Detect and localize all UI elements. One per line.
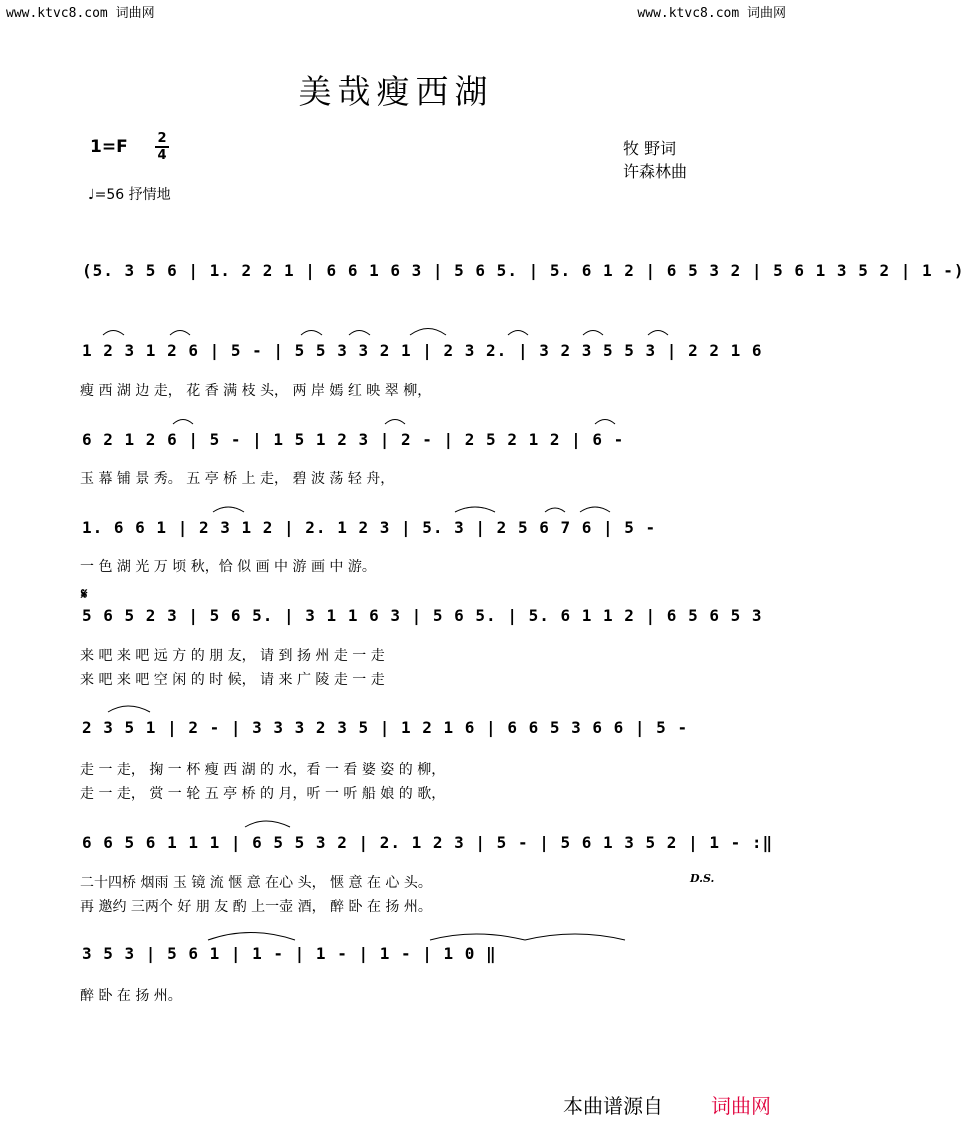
segno-sign: 𝄋 <box>81 585 88 603</box>
score-row-7-lyrics-2: 再 邀约 三两个 好 朋 友 酌 上一壶 酒， 醉 卧 在 扬 州。 <box>80 899 432 915</box>
score-row-4-lyrics-1: 一 色 湖 光 万 顷 秋，恰 似 画 中 游 画 中 游。 <box>80 559 376 575</box>
time-signature-top: 2 <box>155 131 169 148</box>
watermark-right: www.ktvc8.com 词曲网 <box>637 6 786 21</box>
composer-credit: 许森林曲 <box>623 162 688 181</box>
score-row-5-lyrics-2: 来 吧 来 吧 空 闲 的 时 候， 请 来 广 陵 走 一 走 <box>80 672 385 688</box>
score-row-5-notes: 5 6 5 2 3 | 5 6 5. | 3 1 1 6 3 | 5 6 5. | 5. 6 1 1 2 | 6 5 6 5 3 <box>82 606 763 625</box>
score-row-3-notes: 6 2 1 2 6 | 5 - | 1 5 1 2 3 | 2 - | 2 5 2 1 2 | 6 - <box>82 430 625 449</box>
score-row-7-notes: 6 6 5 6 1 1 1 | 6 5 5 3 2 | 2. 1 2 3 | 5 - | 5 6 1 3 5 2 | 1 - :‖ <box>82 833 774 852</box>
footer-site-link[interactable]: 词曲网 <box>711 1094 771 1118</box>
key-signature: 1=F <box>90 137 128 157</box>
score-row-6-notes: 2 3 5 1 | 2 - | 3 3 3 2 3 5 | 1 2 1 6 | 6 6 5 3 6 6 | 5 - <box>82 718 689 737</box>
score-row-3-lyrics-1: 玉 幕 铺 景 秀。 五 亭 桥 上 走， 碧 波 荡 轻 舟， <box>80 471 395 487</box>
score-row-1-notes: (5. 3 5 6 | 1. 2 2 1 | 6 6 1 6 3 | 5 6 5. | 5. 6 1 2 | 6 5 3 2 | 5 6 1 3 5 2 | 1 -) <box>82 261 965 280</box>
score-row-6-lyrics-2: 走 一 走， 赏 一 轮 五 亭 桥 的 月，听 一 听 船 娘 的 歌， <box>80 786 446 802</box>
score-row-2-lyrics-1: 瘦 西 湖 边 走， 花 香 满 枝 头， 两 岸 嫣 红 映 翠 柳， <box>80 383 432 399</box>
lyricist-credit: 牧 野词 <box>623 139 677 158</box>
time-signature-bottom: 4 <box>157 148 167 163</box>
watermark-left: www.ktvc8.com 词曲网 <box>6 6 155 21</box>
score-row-4-notes: 1. 6 6 1 | 2 3 1 2 | 2. 1 2 3 | 5. 3 | 2 5 6 7 6 | 5 - <box>82 518 657 537</box>
score-row-8-lyrics-1: 醉 卧 在 扬 州。 <box>80 988 182 1004</box>
page-title: 美哉瘦西湖 <box>298 72 494 111</box>
score-row-6-lyrics-1: 走 一 走， 掬 一 杯 瘦 西 湖 的 水，看 一 看 婆 姿 的 柳， <box>80 762 446 778</box>
dal-segno-marking: D.S. <box>690 872 715 885</box>
footer-source-text: 本曲谱源自 <box>563 1094 663 1118</box>
score-row-5-lyrics-1: 来 吧 来 吧 远 方 的 朋 友， 请 到 扬 州 走 一 走 <box>80 648 385 664</box>
tempo-marking: ♩=56 抒情地 <box>88 187 171 203</box>
score-row-8-notes: 3 5 3 | 5 6 1 | 1 - | 1 - | 1 - | 1 0 ‖ <box>82 944 497 963</box>
score-row-7-lyrics-1: 二十四桥 烟雨 玉 镜 流 惬 意 在心 头， 惬 意 在 心 头。 <box>80 875 432 891</box>
score-row-2-notes: 1 2 3 1 2 6 | 5 - | 5 5 3 3 2 1 | 2 3 2. | 3 2 3 5 5 3 | 2 2 1 6 <box>82 341 763 360</box>
